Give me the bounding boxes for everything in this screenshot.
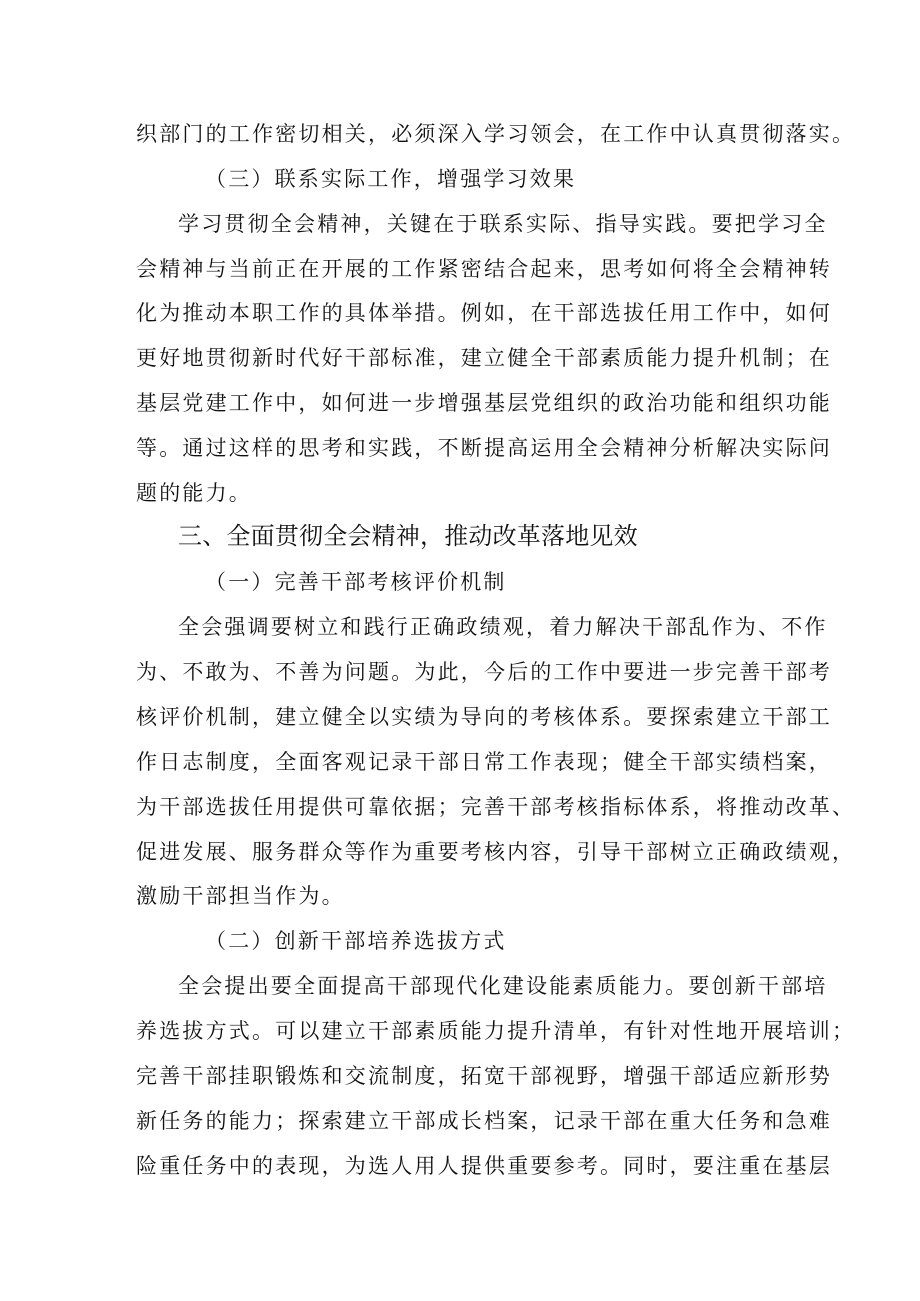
- paragraph-line: 激励干部担当作为。: [136, 884, 345, 908]
- paragraph-line: 养选拔方式。可以建立干部素质能力提升清单，有针对性地开展培训；: [136, 1019, 856, 1043]
- subsection-heading: （三）联系实际工作，增强学习效果: [205, 167, 577, 191]
- paragraph-line: 等。通过这样的思考和实践，不断提高运用全会精神分析解决实际问: [136, 436, 832, 460]
- paragraph-line: 完善干部挂职锻炼和交流制度，拓宽干部视野，增强干部适应新形势: [136, 1064, 832, 1088]
- paragraph-line: 基层党建工作中，如何进一步增强基层党组织的政治功能和组织功能: [136, 391, 832, 415]
- paragraph-line: 险重任务中的表现，为选人用人提供重要参考。同时，要注重在基层: [136, 1154, 832, 1178]
- paragraph-line: 为干部选拔任用提供可靠依据；完善干部考核指标体系，将推动改革、: [136, 795, 856, 819]
- paragraph-line: 题的能力。: [136, 481, 252, 505]
- paragraph-line: 织部门的工作密切相关，必须深入学习领会，在工作中认真贯彻落实。: [136, 122, 856, 146]
- paragraph-line: 全会强调要树立和践行正确政绩观，着力解决干部乱作为、不作: [178, 615, 828, 639]
- paragraph-line: 更好地贯彻新时代好干部标准，建立健全干部素质能力提升机制；在: [136, 346, 832, 370]
- paragraph-line: 全会提出要全面提高干部现代化建设能素质能力。要创新干部培: [178, 974, 828, 998]
- paragraph-line: 新任务的能力；探索建立干部成长档案，记录干部在重大任务和急难: [136, 1109, 832, 1133]
- subsection-heading: （一）完善干部考核评价机制: [205, 570, 507, 594]
- subsection-heading: （二）创新干部培养选拔方式: [205, 929, 507, 953]
- paragraph-line: 作日志制度，全面客观记录干部日常工作表现；健全干部实绩档案，: [136, 750, 832, 774]
- paragraph-line: 核评价机制，建立健全以实绩为导向的考核体系。要探索建立干部工: [136, 705, 832, 729]
- paragraph-line: 学习贯彻全会精神，关键在于联系实际、指导实践。要把学习全: [178, 212, 828, 236]
- paragraph-line: 化为推动本职工作的具体举措。例如，在干部选拔任用工作中，如何: [136, 301, 832, 325]
- section-heading: 三、全面贯彻全会精神，推动改革落地见效: [178, 522, 638, 550]
- paragraph-line: 促进发展、服务群众等作为重要考核内容，引导干部树立正确政绩观，: [136, 840, 856, 864]
- paragraph-line: 为、不敢为、不善为问题。为此，今后的工作中要进一步完善干部考: [136, 660, 832, 684]
- paragraph-line: 会精神与当前正在开展的工作紧密结合起来，思考如何将全会精神转: [136, 257, 832, 281]
